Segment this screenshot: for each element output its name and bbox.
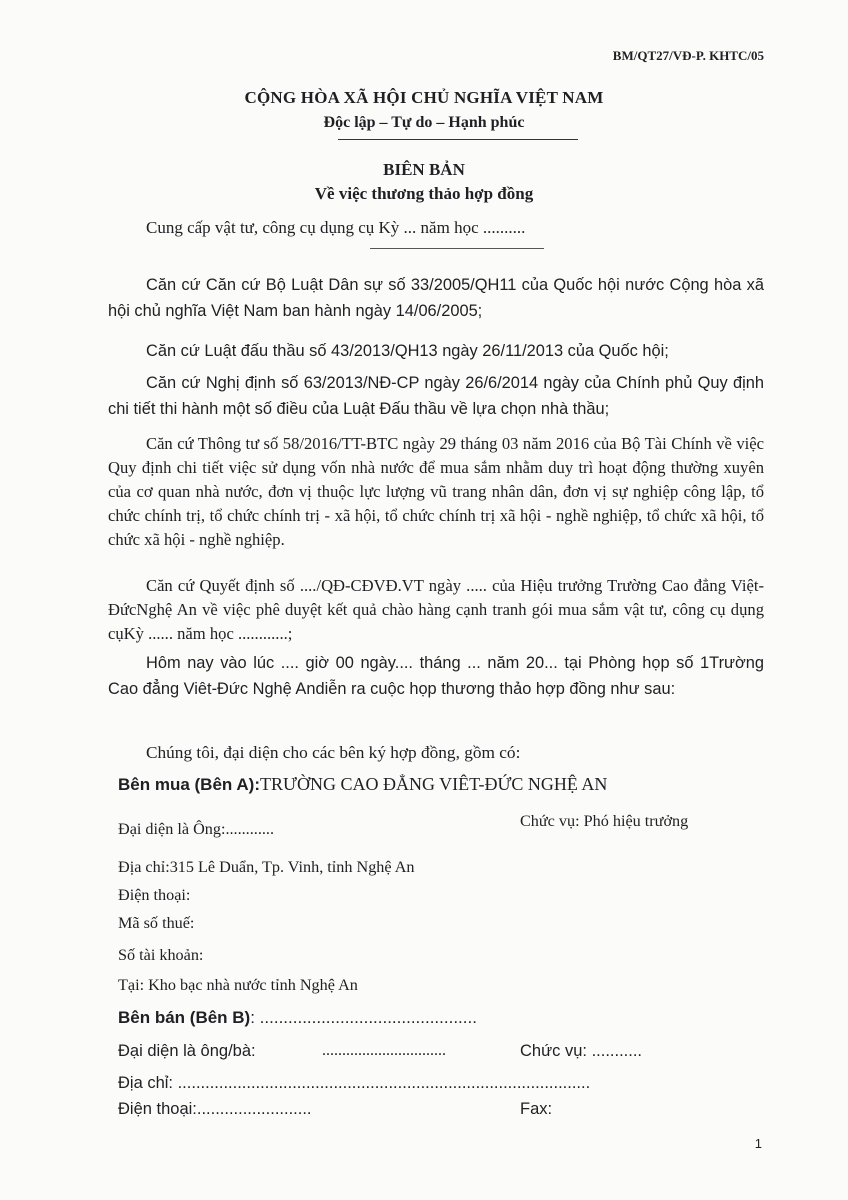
parties-intro: Chúng tôi, đại diện cho các bên ký hợp đồng, gồm có: [146, 743, 521, 762]
party-a-heading [118, 774, 607, 795]
party-b-representative: Đại diện là ông/bà: [118, 1042, 256, 1060]
party-a-tax-code: Mã số thuế: [118, 914, 195, 932]
basis-paragraph-decision: Căn cứ Quyết định số ..../QĐ-CĐVĐ.VT ngày ..... của Hiệu trưởng Trường Cao đẳng Việt-ĐứcNghệ An về việc phê duyệt kết quả chào hàng cạnh tranh gói mua sắm vật tư, công cụ dụng cụKỳ ...... năm học ............; [108, 576, 764, 643]
party-b-heading [118, 1008, 477, 1028]
party-a-representative: Đại diện là Ông:............ [118, 820, 275, 838]
party-a-label: Bên mua (Bên A): [118, 775, 260, 794]
form-code: BM/QT27/VĐ-P. KHTC/05 [612, 48, 764, 63]
party-b-address: Địa chỉ: .......................................................................................... [118, 1074, 591, 1092]
basis-paragraph-decree: Căn cứ Nghị định số 63/2013/NĐ-CP ngày 26/6/2014 ngày của Chính phủ Quy định chi tiết thi hành một số điều của Luật Đấu thầu về lựa chọn nhà thầu; [108, 374, 764, 418]
document-subject: Về việc thương thảo hợp đồng [314, 184, 534, 203]
party-a-phone: Điện thoại: [118, 886, 191, 904]
meeting-paragraph: Hôm nay vào lúc .... giờ 00 ngày.... tháng ... năm 20... tại Phòng họp số 1Trường Cao đẳng Viêt-Đức Nghệ Andiễn ra cuộc họp thương thảo hợp đồng như sau: [108, 654, 764, 698]
party-a-address: Địa chỉ:315 Lê Duẩn, Tp. Vinh, tỉnh Nghệ An [118, 858, 415, 876]
page-number: 1 [754, 1136, 762, 1151]
party-a-position: Chức vụ: Phó hiệu trưởng [520, 812, 689, 830]
title-divider [370, 248, 544, 249]
supply-line: Cung cấp vật tư, công cụ dụng cụ Kỳ ... năm học .......... [146, 218, 526, 237]
party-b-position: Chức vụ: ........... [520, 1042, 642, 1060]
party-b-phone: Điện thoại:......................... [118, 1100, 312, 1118]
party-a-account: Số tài khoản: [118, 946, 204, 964]
party-b-label: Bên bán (Bên B) [118, 1008, 251, 1027]
national-motto: Độc lập – Tự do – Hạnh phúc [323, 114, 525, 131]
basis-paragraph-circular: Căn cứ Thông tư số 58/2016/TT-BTC ngày 29 tháng 03 năm 2016 của Bộ Tài Chính về việc Quy định chi tiết việc sử dụng vốn nhà nước để mua sắm nhằm duy trì hoạt động thường xuyên của cơ quan nhà nước, đơn vị thuộc lực lượng vũ trang nhân dân, đơn vị sự nghiệp công lập, tổ chức chính trị, tổ chức chính trị - xã hội, tổ chức chính trị xã hội - nghề nghiệp, tổ chức xã hội, tổ chức xã hội - nghề nghiệp. [108, 434, 764, 549]
party-b-fax: Fax: [520, 1100, 553, 1118]
party-b-name: : .............................................. [250, 1008, 477, 1027]
motto-underline [338, 139, 578, 140]
basis-paragraph-bidding-law: Căn cứ Luật đấu thầu số 43/2013/QH13 ngày 26/11/2013 của Quốc hội; [146, 342, 669, 360]
basis-paragraph-civil-code: Căn cứ Căn cứ Bộ Luật Dân sự số 33/2005/QH11 của Quốc hội nước Cộng hòa xã hội chủ nghĩa Việt Nam ban hành ngày 14/06/2005; [108, 276, 764, 320]
national-title: CỘNG HÒA XÃ HỘI CHỦ NGHĨA VIỆT NAM [244, 88, 604, 107]
party-a-bank: Tại: Kho bạc nhà nước tỉnh Nghệ An [118, 976, 358, 994]
party-b-representative-blank: ............................... [322, 1042, 446, 1059]
document-title: BIÊN BẢN [383, 160, 465, 179]
party-a-name: TRƯỜNG CAO ĐẲNG VIÊT-ĐỨC NGHỆ AN [260, 774, 608, 794]
